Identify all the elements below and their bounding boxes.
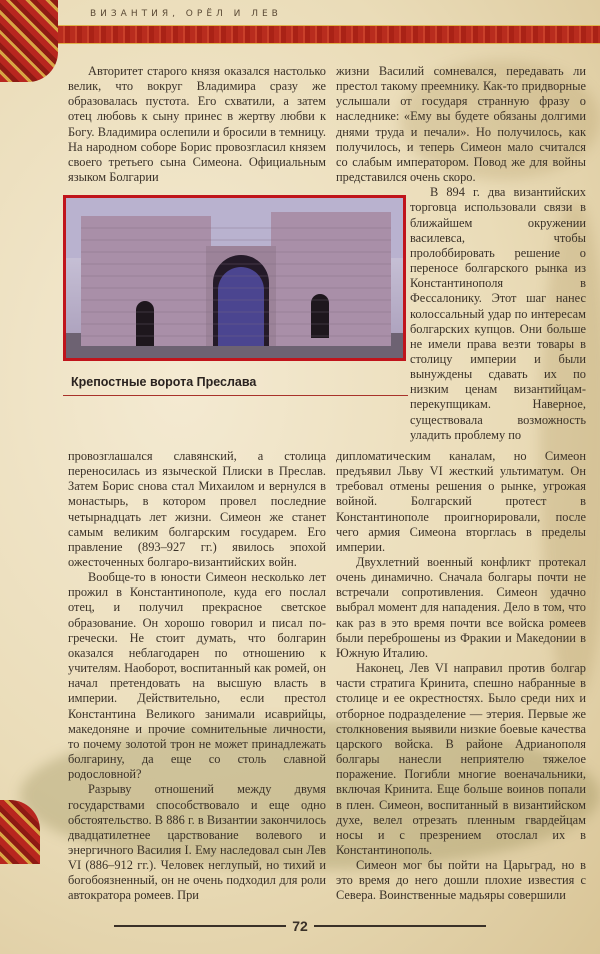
paragraph: жизни Василий сомневался, передавать ли престол такому преемнику. Как-то придворные услышали от государя странную фразу о наследнике: «Ему вы будете обязаны долгими днями труда и печали». Но получилось, как получилось, и теперь Симеон мало считался со слабым императором. Повод же для войны представился очень скоро. <box>336 64 586 185</box>
paragraph: Вообще-то в юности Симеон несколько лет прожил в Константинополе, куда его послал отец, и получил прекрасное светское образование. Он хорошо говорил и писал по-гречески. Не стоит думать, что болгарин оказался неблагодарен по отношению к учителям. Наоборот, воспитанный как ромей, он начал претендовать на высшую власть в империи. Действительно, если престол Константина Великого занимали исаврийцы, македоняне и прочие сомнительные личности, то почему золотой трон не может принадлежать болгарину, да еще со столь славной родословной? <box>68 570 326 782</box>
figure <box>63 185 406 396</box>
paragraph: Двухлетний военный конфликт протекал очень динамично. Сначала болгары почти не встречали сопротивления. Симеон удачно выбрал момент для нападения. Дело в том, что как раз в это время почти все войска ромеев были переброшены из Фракии и Македонии в Южную Италию. <box>336 555 586 660</box>
page-footer <box>0 918 600 934</box>
paragraph: В 894 г. два византийских торговца использовали связи в ближайшем окружении василевса, чтобы пролоббировать решение о переносе болгарского рынка из Константинополя в Фессалонику. Этот шаг нанес колоссальный удар по интересам болгарских купцов. Они больше не имели права везти товары в столицу империи и были вынуждены сдавать их по низким ценам византийцам-перекупщикам. Наверное, существовала возможность уладить проблему по <box>410 185 586 442</box>
right-column-top <box>336 64 586 185</box>
bottom-row <box>68 449 586 904</box>
figure-row <box>68 185 586 443</box>
footer-rule <box>114 925 286 927</box>
paragraph: провозглашался славянский, а столица переносилась из языческой Плиски в Преслав. Затем Борис снова стал Михаилом и вернулся в монастырь, в котором провел последние четырнадцать лет жизни. Симеон же станет самым великим болгарским государем. Его правление (893–927 гг.) явилось эпохой ожесточенных болгаро-византийских войн. <box>68 448 326 569</box>
paragraph: Авторитет старого князя оказался настолько велик, что вокруг Владимира сразу же образовалась пустота. Его схватили, а затем отец любовь к сыну принес в жертву любви к Богу. Владимира ослепили и бросили в темницу. На народном соборе Борис провозгласил князем своего третьего сына Симеона. Официальным языком Болгарии <box>68 64 326 185</box>
corner-ornament <box>0 0 58 82</box>
paragraph: Разрыву отношений между двумя государствами способствовало и еще одно обстоятельство. В 886 г. в Византии закончилось двадцатилетнее царствование волевого и энергичного Василия I. Ему наследовал сын Лев VI (886–912 гг.). Человек неглупый, но тихий и богобоязненный, он не очень подходил для роли автократора ромеев. При <box>68 782 326 903</box>
paragraph: Наконец, Лев VI направил против болгар части стратига Кринита, спешно набранные в столице и ее окрестностях. Было среди них и отборное подразделение — этерия. Первые же столкновения выявили низкие боевые качества царского войска. В районе Адрианополя болгары нанесли неприятелю тяжелое поражение. Погибли многие военачальники, включая Кринита. Еще больше воинов попали в плен. Симеон, воспитанный в византийском духе, велел отрезать пленным гвардейцам носы и с презрением отослал их в Константинополь. <box>336 661 586 857</box>
paragraph: Симеон мог бы пойти на Царьград, но в это время до него дошли плохие известия с Севера. Воинственные мадьяры совершили <box>336 858 586 903</box>
page-content <box>68 0 586 934</box>
top-row <box>68 64 586 185</box>
running-head: ВИЗАНТИЯ, ОРЁЛ И ЛЕВ <box>90 9 282 19</box>
paragraph: дипломатическим каналам, но Симеон предъявил Льву VI жесткий ультиматум. Он требовал отмены решения о рынке, угрожая войной. Болгарский протест в Константинополе проигнорировали, после чего армия Симеона вторглась в пределы империи. <box>336 448 586 554</box>
right-column-narrow <box>410 185 586 443</box>
page-number: 72 <box>292 917 308 934</box>
figure-photo-preslav-gate <box>63 195 406 361</box>
left-column-bottom <box>68 449 326 904</box>
caption-rule <box>63 395 408 396</box>
figure-caption: Крепостные ворота Преслава <box>71 375 257 390</box>
footer-rule <box>314 925 486 927</box>
left-column-top <box>68 64 326 185</box>
right-column-bottom <box>336 449 586 904</box>
